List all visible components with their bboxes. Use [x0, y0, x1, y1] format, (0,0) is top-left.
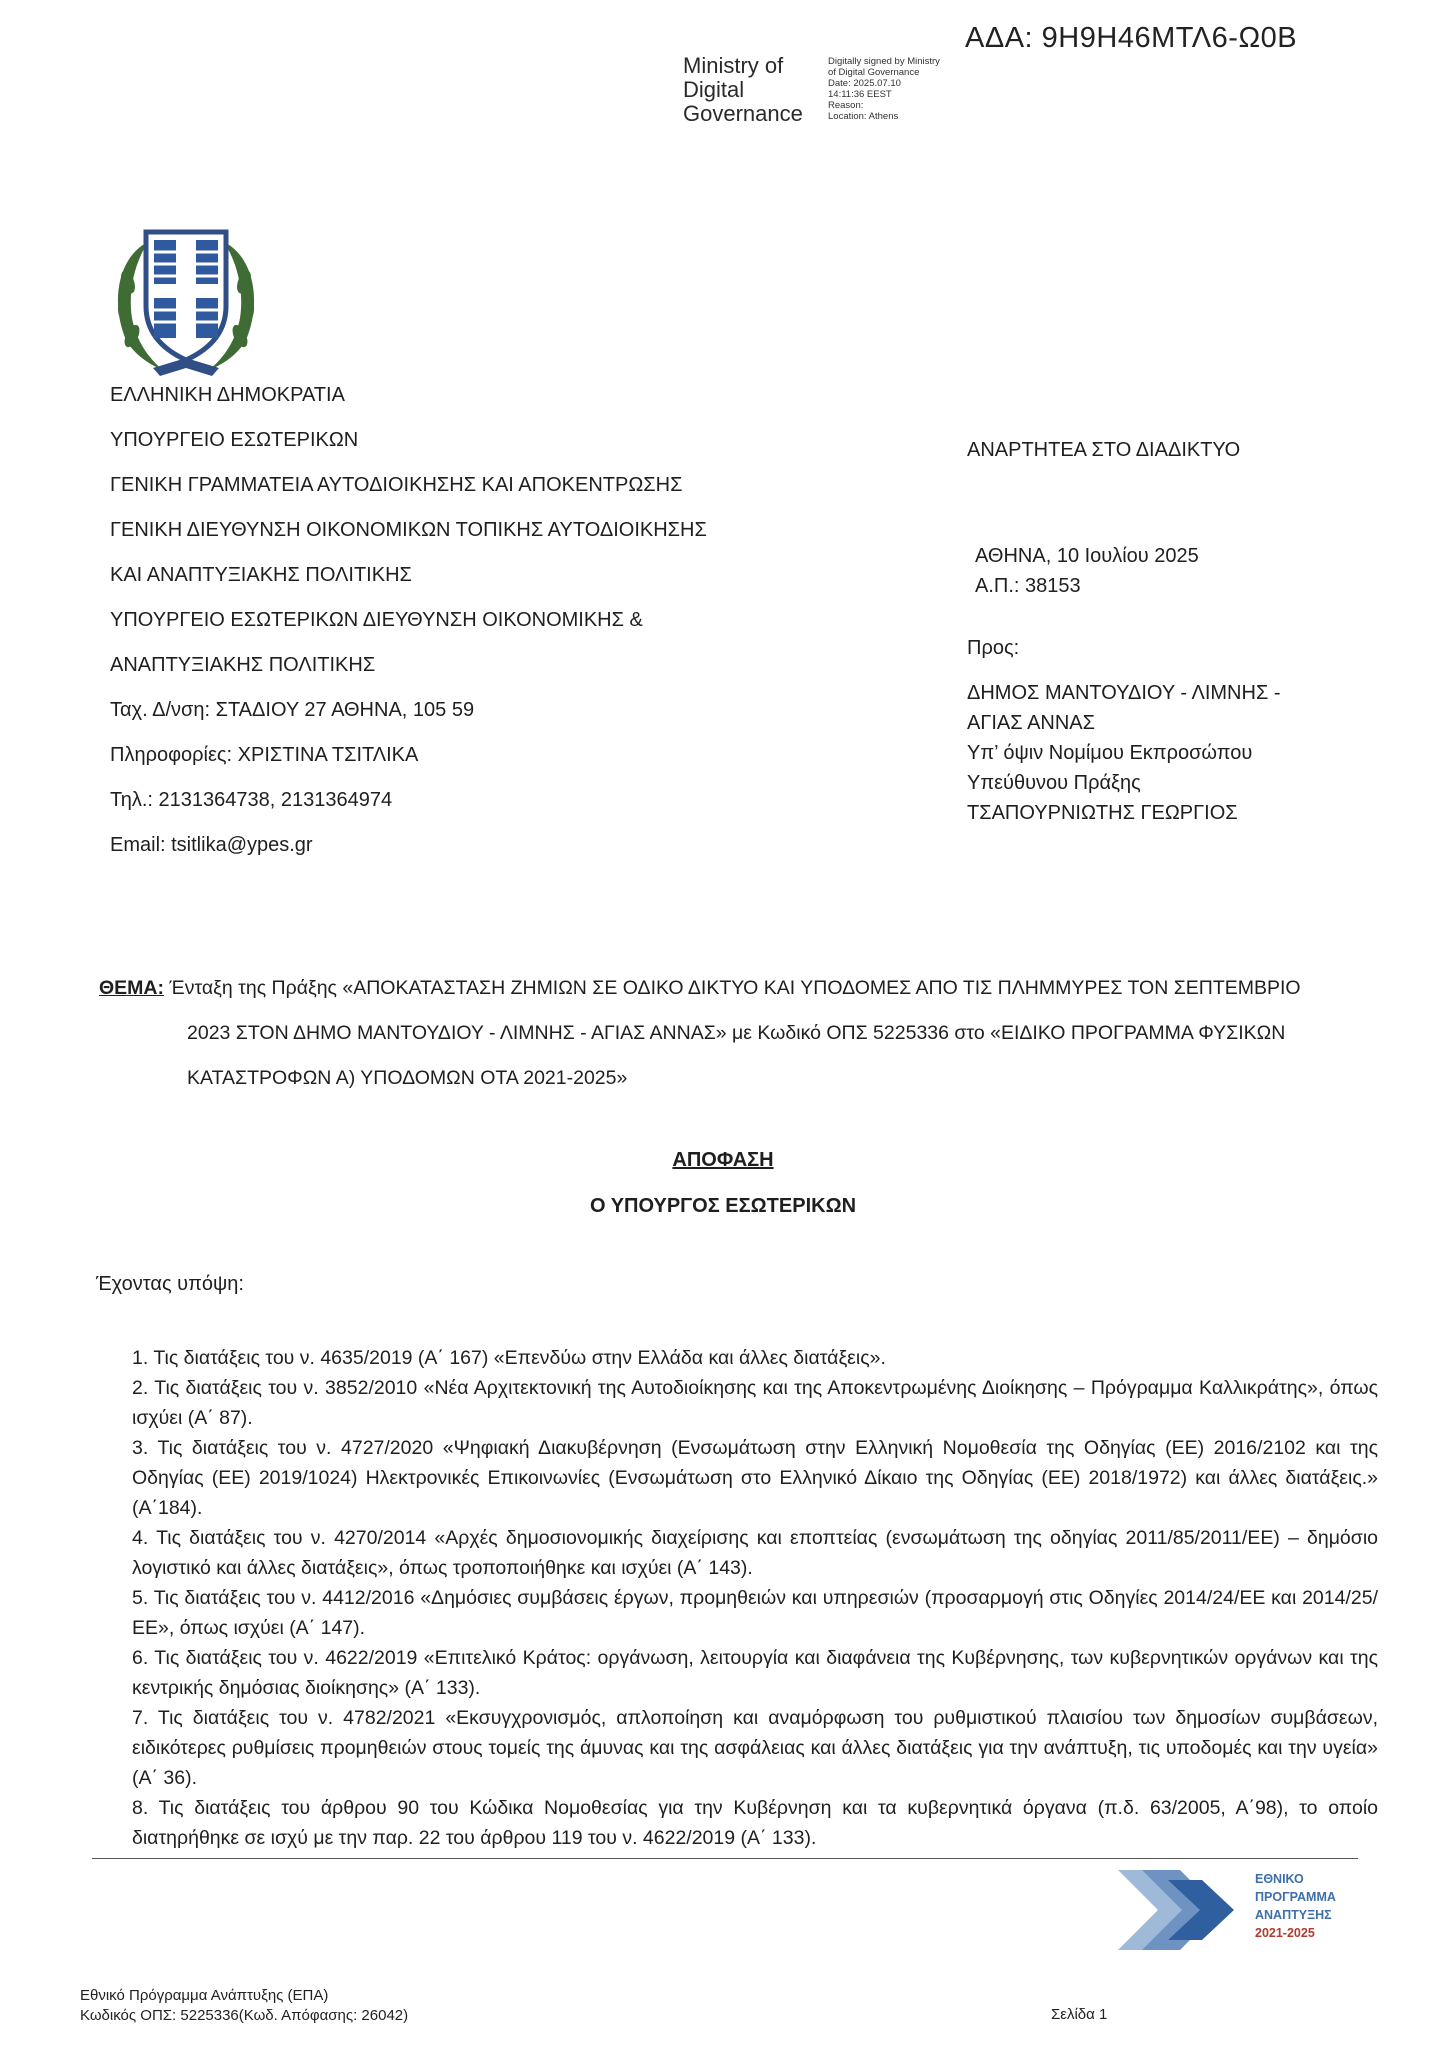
- subject-text-line: Ένταξη της Πράξης «ΑΠΟΚΑΤΑΣΤΑΣΗ ΖΗΜΙΩΝ ΣΕ ΟΔΙΚΟ ΔΙΚΤΥΟ ΚΑΙ ΥΠΟΔΟΜΕΣ ΑΠΟ ΤΙΣ ΠΛΗΜΜΥΡΕΣ ΤΟΝ ΣΕΠΤΕΜΒΡΙΟ: [164, 977, 1301, 999]
- document-date: ΑΘΗΝΑ, 10 Ιουλίου 2025: [975, 545, 1199, 567]
- program-logo-line: ΕΘΝΙΚΟ: [1255, 1872, 1304, 1886]
- signature-detail-line: of Digital Governance: [828, 67, 920, 78]
- ada-code: ΑΔΑ: 9Η9Η46ΜΤΛ6-Ω0Β: [965, 22, 1298, 54]
- recipient-line: Υπ’ όψιν Νομίμου Εκπροσώπου: [967, 742, 1253, 764]
- decision-heading: [0, 1149, 1446, 1172]
- sender-line: ΓΕΝΙΚΗ ΓΡΑΜΜΑΤΕΙΑ ΑΥΤΟΔΙΟΙΚΗΣΗΣ ΚΑΙ ΑΠΟΚΕΝΤΡΩΣΗΣ: [110, 474, 683, 496]
- provision-item: 6. Τις διατάξεις του ν. 4622/2019 «Επιτελικό Κράτος: οργάνωση, λειτουργία και διαφάνεια της Κυβέρνησης, των κυβερνητικών οργάνων και της κεντρικής δημόσιας διοίκησης» (Α΄ 133).: [132, 1647, 1378, 1699]
- provision-item: 3. Τις διατάξεις του ν. 4727/2020 «Ψηφιακή Διακυβέρνηση (Ενσωμάτωση στην Ελληνική Νομοθεσία της Οδηγίας (ΕΕ) 2016/2102 και της Οδηγίας (ΕΕ) 2019/1024) Ηλεκτρονικές Επικοινωνίες (Ενσωμάτωση στο Ελληνικό Δίκαιο της Οδηγίας (ΕΕ) 2018/1972) και άλλες διατάξεις.» (Α΄184).: [132, 1437, 1378, 1519]
- sender-line: ΑΝΑΠΤΥΞΙΑΚΗΣ ΠΟΛΙΤΙΚΗΣ: [110, 654, 376, 676]
- signature-org-line: Ministry of: [683, 53, 784, 78]
- footer-program: Εθνικό Πρόγραμμα Ανάπτυξης (ΕΠΑ): [80, 1987, 329, 2004]
- recipient-line: Υπεύθυνου Πράξης: [967, 772, 1141, 794]
- publication-notice: ΑΝΑΡΤΗΤΕΑ ΣΤΟ ΔΙΑΔΙΚΤΥΟ: [967, 439, 1241, 461]
- decision-title: ΑΠΟΦΑΣΗ: [672, 1149, 774, 1171]
- recipient-line: ΤΣΑΠΟΥΡΝΙΩΤΗΣ ΓΕΩΡΓΙΟΣ: [967, 802, 1238, 824]
- signature-detail-line: Reason:: [828, 100, 864, 111]
- signature-detail-line: Digitally signed by Ministry: [828, 56, 940, 67]
- sender-line: ΕΛΛΗΝΙΚΗ ΔΗΜΟΚΡΑΤΙΑ: [110, 384, 345, 406]
- recipient-line: ΔΗΜΟΣ ΜΑΝΤΟΥΔΙΟΥ - ΛΙΜΝΗΣ -: [967, 682, 1281, 704]
- program-logo-text: [1255, 1870, 1336, 1942]
- subject-block: [99, 966, 1381, 1101]
- signature-org-line: Digital: [683, 77, 745, 102]
- program-logo-line: ΑΝΑΠΤΥΞΗΣ: [1255, 1908, 1332, 1922]
- program-logo-line: ΠΡΟΓΡΑΜΜΑ: [1255, 1890, 1336, 1904]
- provision-item: 8. Τις διατάξεις του άρθρου 90 του Κώδικα Νομοθεσίας για την Κυβέρνηση και τα κυβερνητικά όργανα (π.δ. 63/2005, Α΄98), το οποίο διατηρήθηκε σε ισχύ με την παρ. 22 του άρθρου 119 του ν. 4622/2019 (Α΄ 133).: [132, 1797, 1378, 1849]
- signature-detail-line: 14:11:36 EEST: [828, 89, 892, 100]
- provision-item: 7. Τις διατάξεις του ν. 4782/2021 «Εκσυγχρονισμός, απλοποίηση και αναμόρφωση του ρυθμιστικού πλαισίου των δημοσίων συμβάσεων, ειδικότερες ρυθμίσεις προμηθειών στους τομείς της άμυνας και της ασφάλειας και άλλες διατάξεις για την ανάπτυξη, τις υποδομές και την υγεία» (Α΄ 36).: [132, 1707, 1378, 1789]
- signature-detail-line: Location: Athens: [828, 111, 899, 122]
- signature-org-line: Governance: [683, 101, 803, 126]
- sender-line: ΥΠΟΥΡΓΕΙΟ ΕΣΩΤΕΡΙΚΩΝ ΔΙΕΥΘΥΝΣΗ ΟΙΚΟΝΟΜΙΚΗΣ &: [110, 609, 643, 631]
- sender-address: Ταχ. Δ/νση: ΣΤΑΔΙΟΥ 27 ΑΘΗΝΑ, 105 59: [110, 699, 475, 721]
- footer-ops-code: Κωδικός ΟΠΣ: 5225336(Κωδ. Απόφασης: 26042): [80, 2007, 409, 2024]
- recipient-label: Προς:: [967, 637, 1020, 659]
- footer-info: [80, 1986, 408, 2026]
- signature-details: [828, 56, 940, 122]
- subject-text-line: 2023 ΣΤΟΝ ΔΗΜΟ ΜΑΝΤΟΥΔΙΟΥ - ΛΙΜΝΗΣ - ΑΓΙΑΣ ΑΝΝΑΣ» με Κωδικό ΟΠΣ 5225336 στο «ΕΙΔΙΚΟ ΠΡΟΓΡΑΜΜΑ ΦΥΣΙΚΩΝ: [187, 1022, 1286, 1044]
- sender-line: ΥΠΟΥΡΓΕΙΟ ΕΣΩΤΕΡΙΚΩΝ: [110, 429, 359, 451]
- provision-item: 1. Τις διατάξεις του ν. 4635/2019 (Α΄ 167) «Επενδύω στην Ελλάδα και άλλες διατάξεις».: [132, 1347, 886, 1369]
- signature-organization: [683, 54, 803, 126]
- subject-label: ΘΕΜΑ:: [99, 977, 164, 999]
- sender-line: ΚΑΙ ΑΝΑΠΤΥΞΙΑΚΗΣ ΠΟΛΙΤΙΚΗΣ: [110, 564, 412, 586]
- sender-email: Email: tsitlika@ypes.gr: [110, 834, 313, 856]
- greek-coat-of-arms-emblem: [108, 222, 264, 382]
- provision-item: 5. Τις διατάξεις του ν. 4412/2016 «Δημόσιες συμβάσεις έργων, προμηθειών και υπηρεσιών (προσαρμογή στις Οδηγίες 2014/24/ΕΕ και 2014/25/ΕΕ», όπως ισχύει (Α΄ 147).: [132, 1587, 1378, 1639]
- recipient-line: ΑΓΙΑΣ ΑΝΝΑΣ: [967, 712, 1095, 734]
- page-number: Σελίδα 1: [1051, 2006, 1108, 2023]
- sender-contact-person: Πληροφορίες: ΧΡΙΣΤΙΝΑ ΤΣΙΤΛΙΚΑ: [110, 744, 419, 766]
- provision-item: 2. Τις διατάξεις του ν. 3852/2010 «Νέα Αρχιτεκτονική της Αυτοδιοίκησης και της Αποκεντρωμένης Διοίκησης – Πρόγραμμα Καλλικράτης», όπως ισχύει (Α΄ 87).: [132, 1377, 1378, 1429]
- signature-detail-line: Date: 2025.07.10: [828, 78, 901, 89]
- having-regard-heading: Έχοντας υπόψη:: [96, 1273, 244, 1295]
- provision-item: 4. Τις διατάξεις του ν. 4270/2014 «Αρχές δημοσιονομικής διαχείρισης και εποπτείας (ενσωμάτωση της οδηγίας 2011/85/2011/ΕΕ) – δημόσιο λογιστικό και άλλες διατάξεις», όπως τροποποιήθηκε και ισχύει (Α΄ 143).: [132, 1527, 1378, 1579]
- sender-phone: Τηλ.: 2131364738, 2131364974: [110, 789, 393, 811]
- minister-title: Ο ΥΠΟΥΡΓΟΣ ΕΣΩΤΕΡΙΚΩΝ: [589, 1195, 857, 1217]
- sender-line: ΓΕΝΙΚΗ ΔΙΕΥΘΥΝΣΗ ΟΙΚΟΝΟΜΙΚΩΝ ΤΟΠΙΚΗΣ ΑΥΤΟΔΙΟΙΚΗΣΗΣ: [110, 519, 707, 541]
- program-logo-years: 2021-2025: [1255, 1926, 1315, 1940]
- subject-text-line: ΚΑΤΑΣΤΡΟΦΩΝ Α) ΥΠΟΔΟΜΩΝ ΟΤΑ 2021-2025»: [187, 1067, 628, 1089]
- provisions-list: [132, 1343, 1378, 1853]
- protocol-number: Α.Π.: 38153: [975, 575, 1081, 597]
